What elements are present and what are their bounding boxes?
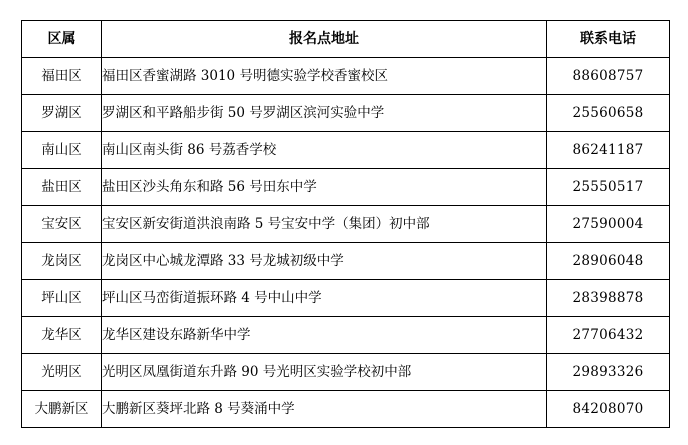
table-row xyxy=(22,317,670,354)
district-cell: 坪山区 xyxy=(22,280,102,317)
phone-cell: 88608757 xyxy=(547,58,670,95)
registration-sites-table xyxy=(21,20,670,428)
table-row xyxy=(22,95,670,132)
district-cell: 盐田区 xyxy=(22,169,102,206)
address-cell: 龙华区建设东路新华中学 xyxy=(102,317,547,354)
table-row xyxy=(22,206,670,243)
district-cell: 罗湖区 xyxy=(22,95,102,132)
address-cell: 坪山区马峦街道振环路 4 号中山中学 xyxy=(102,280,547,317)
address-cell: 光明区凤凰街道东升路 90 号光明区实验学校初中部 xyxy=(102,354,547,391)
address-cell: 福田区香蜜湖路 3010 号明德实验学校香蜜校区 xyxy=(102,58,547,95)
table-row xyxy=(22,169,670,206)
phone-cell: 27706432 xyxy=(547,317,670,354)
phone-cell: 28398878 xyxy=(547,280,670,317)
address-cell: 宝安区新安街道洪浪南路 5 号宝安中学（集团）初中部 xyxy=(102,206,547,243)
district-cell: 大鹏新区 xyxy=(22,391,102,428)
table-header-row xyxy=(22,21,670,58)
district-cell: 南山区 xyxy=(22,132,102,169)
table-row xyxy=(22,391,670,428)
table-row xyxy=(22,280,670,317)
address-cell: 罗湖区和平路船步街 50 号罗湖区滨河实验中学 xyxy=(102,95,547,132)
address-cell: 大鹏新区葵坪北路 8 号葵涌中学 xyxy=(102,391,547,428)
district-cell: 龙华区 xyxy=(22,317,102,354)
header-district: 区属 xyxy=(22,21,102,58)
header-phone: 联系电话 xyxy=(547,21,670,58)
district-cell: 光明区 xyxy=(22,354,102,391)
address-cell: 盐田区沙头角东和路 56 号田东中学 xyxy=(102,169,547,206)
address-cell: 龙岗区中心城龙潭路 33 号龙城初级中学 xyxy=(102,243,547,280)
phone-cell: 84208070 xyxy=(547,391,670,428)
district-cell: 福田区 xyxy=(22,58,102,95)
phone-cell: 27590004 xyxy=(547,206,670,243)
phone-cell: 29893326 xyxy=(547,354,670,391)
district-cell: 宝安区 xyxy=(22,206,102,243)
phone-cell: 28906048 xyxy=(547,243,670,280)
address-cell: 南山区南头街 86 号荔香学校 xyxy=(102,132,547,169)
district-cell: 龙岗区 xyxy=(22,243,102,280)
table-row xyxy=(22,354,670,391)
phone-cell: 25550517 xyxy=(547,169,670,206)
table-row xyxy=(22,58,670,95)
phone-cell: 25560658 xyxy=(547,95,670,132)
phone-cell: 86241187 xyxy=(547,132,670,169)
table-row xyxy=(22,132,670,169)
header-address: 报名点地址 xyxy=(102,21,547,58)
table-row xyxy=(22,243,670,280)
